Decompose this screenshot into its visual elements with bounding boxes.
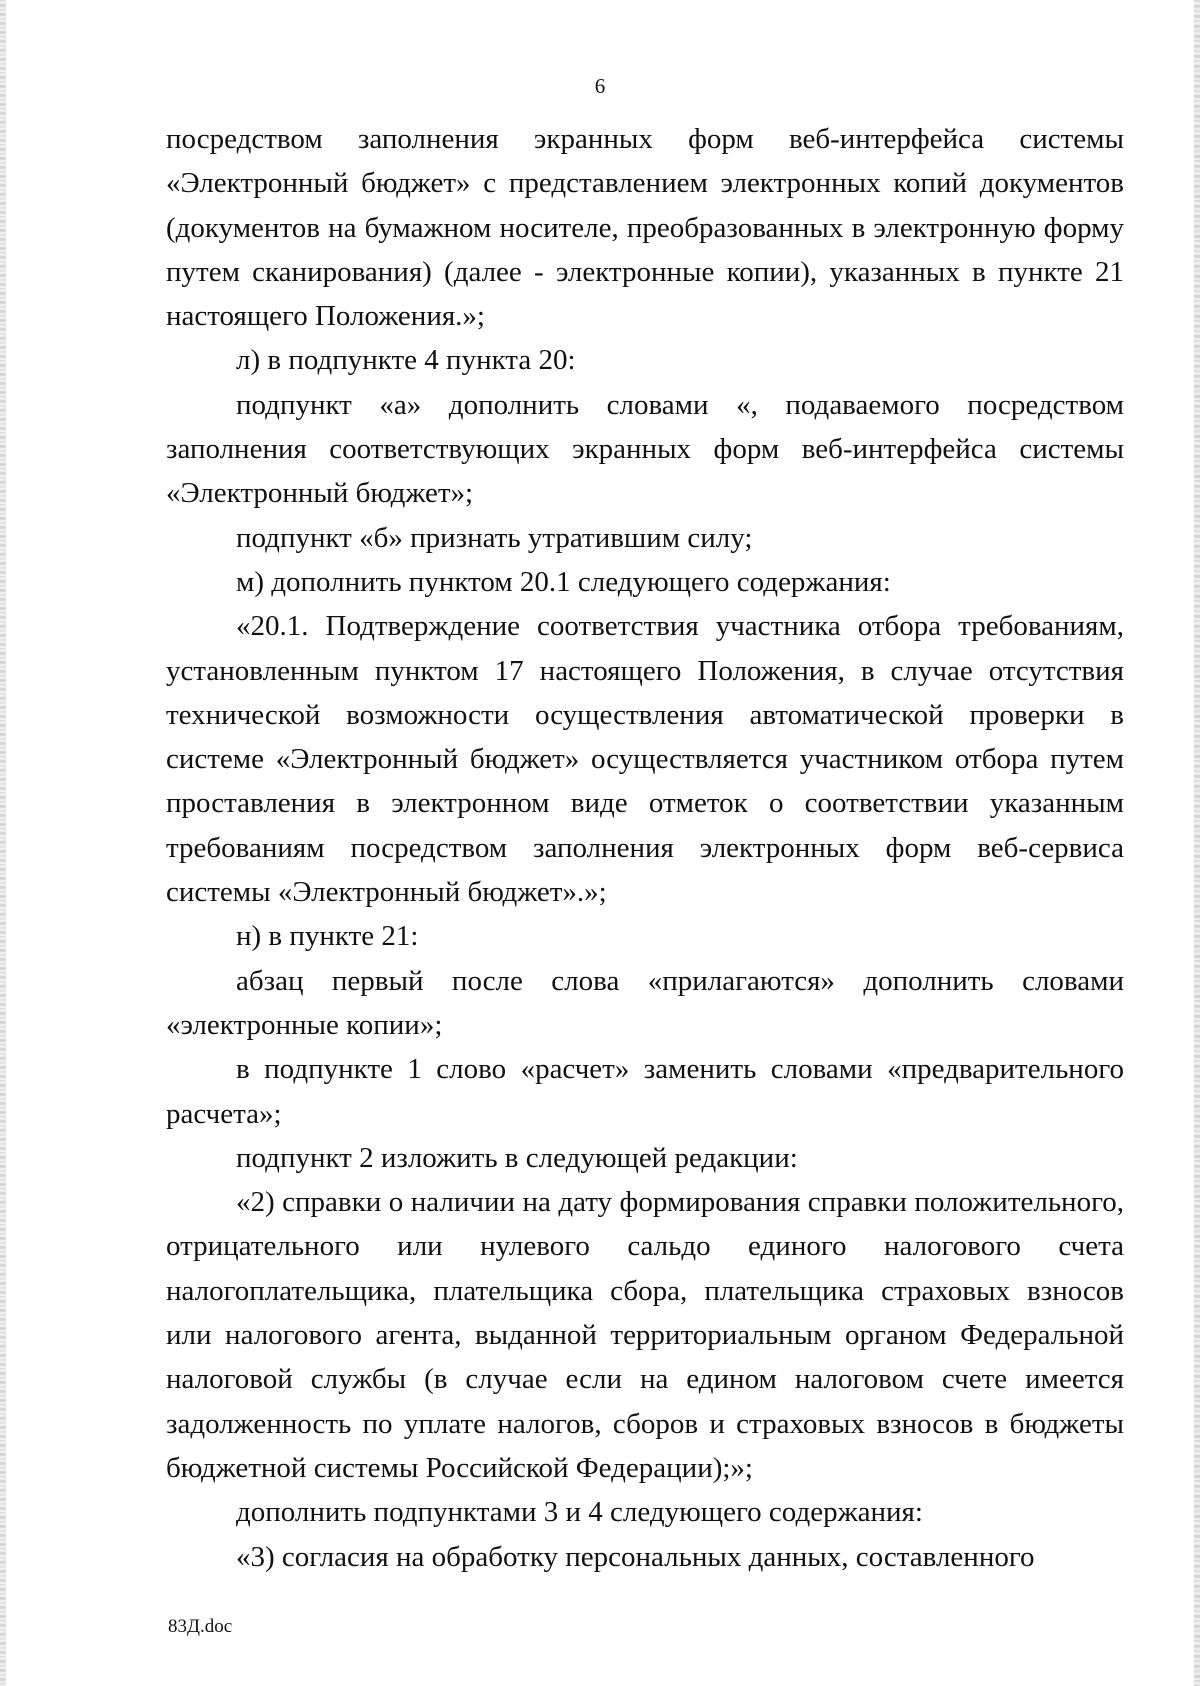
paragraph-3: подпункт «а» дополнить словами «, подаваемого посредством заполнения соответствующих экранных форм веб-интерфейса системы «Электронный бюджет»;: [166, 388, 1124, 510]
scan-edge-right: [1194, 0, 1200, 1686]
paragraph-8: абзац первый после слова «прилагаются» дополнить словами «электронные копии»;: [166, 964, 1124, 1041]
footer-filename: 83Д.doc: [168, 1616, 233, 1637]
paragraph-4: подпункт «б» признать утратившим силу;: [236, 521, 753, 554]
paragraph-11: «2) справки о наличии на дату формирования справки положительного, отрицательного или нулевого сальдо единого налогового счета налогоплательщика, плательщика сбора, плательщика страховых взносов или налогового агента, выданной территориальным органом Федеральной налоговой службы (в случае если на едином налоговом счете имеется задолженность по уплате налогов, сборов и страховых взносов в бюджеты бюджетной системы Российской Федерации);»;: [166, 1186, 1124, 1484]
paragraph-9: в подпункте 1 слово «расчет» заменить словами «предварительного расчета»;: [166, 1053, 1124, 1130]
paragraph-13: «3) согласия на обработку персональных данных, составленного: [236, 1540, 1035, 1573]
paragraph-7: н) в пункте 21:: [236, 920, 419, 953]
paragraph-5: м) дополнить пунктом 20.1 следующего содержания:: [236, 565, 891, 598]
paragraph-10: подпункт 2 изложить в следующей редакции:: [236, 1141, 798, 1174]
paragraph-6: «20.1. Подтверждение соответствия участника отбора требованиям, установленным пунктом 17 настоящего Положения, в случае отсутствия технической возможности осуществления автоматической проверки в системе «Электронный бюджет» осуществляется участником отбора путем проставления в электронном виде отметок о соответствии указанным требованиям посредством заполнения электронных форм веб-сервиса системы «Электронный бюджет».»;: [166, 610, 1124, 909]
scan-edge-left: [0, 0, 6, 1686]
document-body: [166, 117, 1124, 1579]
page-number: 6: [594, 74, 606, 98]
paragraph-2: л) в подпункте 4 пункта 20:: [236, 344, 576, 377]
paragraph-12: дополнить подпунктами 3 и 4 следующего содержания:: [236, 1496, 923, 1529]
paragraph-1: посредством заполнения экранных форм веб-интерфейса системы «Электронный бюджет» с представлением электронных копий документов (документов на бумажном носителе, преобразованных в электронную форму путем сканирования) (далее - электронные копии), указанных в пункте 21 настоящего Положения.»;: [166, 123, 1124, 333]
